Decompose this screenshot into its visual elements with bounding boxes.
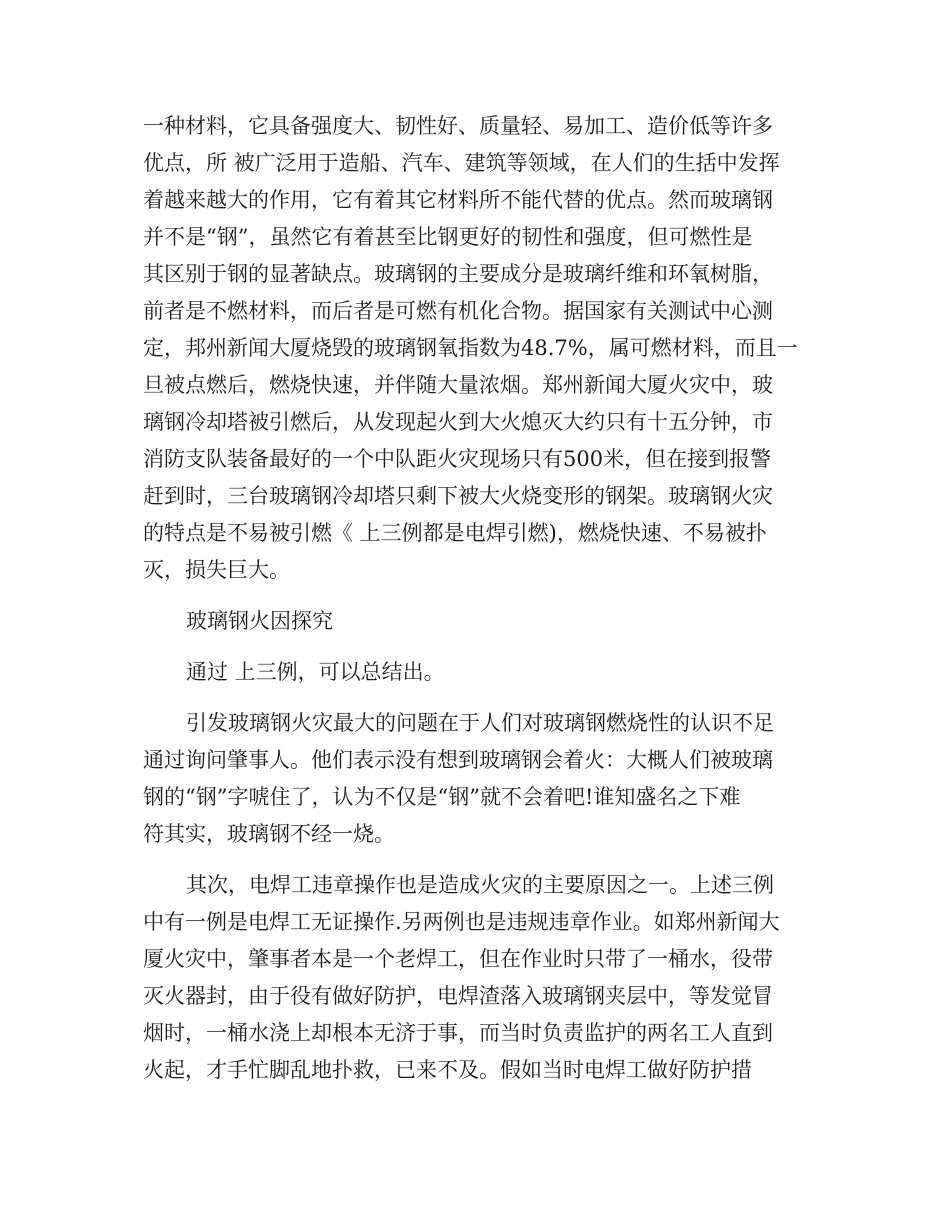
paragraph-awareness <box>143 705 808 853</box>
text-line: 定，邦州新闻大厦烧毁的玻璃钢氧指数为48.7%，属可燃材料，而且一 <box>143 336 798 360</box>
section-heading: 玻璃钢火因探究 <box>186 609 333 633</box>
document-page <box>143 108 808 1208</box>
paragraph-gap <box>143 691 808 705</box>
text-line: 一种材料，它具备强度大、韧性好、质量轻、易加工、造价低等许多 <box>143 114 773 138</box>
text-line: 着越来越大的作用，它有着其它材料所不能代替的优点。然而玻璃钢 <box>143 188 773 212</box>
text-line: 钢的“钢”字唬住了，认为不仅是“钢”就不会着吧!谁知盛名之下难 <box>143 785 741 809</box>
text-line: 灭，损失巨大。 <box>143 558 290 582</box>
text-line: 其次，电焊工违章操作也是造成火灾的主要原因之一。上述三例 <box>186 873 774 897</box>
text-line: 其区别于钢的显著缺点。玻璃钢的主要成分是玻璃纤维和环氧树脂， <box>143 262 773 286</box>
text-line: 灭火器封，由于役有做好防护，电焊渣落入玻璃钢夹层中，等发觉冒 <box>143 984 773 1008</box>
text-line: 中有一例是电焊工无证操作.另两例也是违规违章作业。如郑州新闻大 <box>143 910 780 934</box>
text-line: 赶到时，三台玻璃钢冷却塔只剩下被大火烧变形的钢架。玻璃钢火灾 <box>143 484 773 508</box>
text-line: 通过询问肇事人。他们表示没有想到玻璃钢会着火：大概人们被玻璃 <box>143 748 773 772</box>
text-line: 火起，才手忙脚乱地扑救，已来不及。假如当时电焊工做好防护措 <box>143 1058 752 1082</box>
text-line: 消防支队装备最好的一个中队距火灾现场只有500米，但在接到报警 <box>143 447 772 471</box>
text-line: 厦火灾中，肇事者本是一个老焊工，但在作业时只带了一桶水，役带 <box>143 947 773 971</box>
text-line: 的特点是不易被引燃《 上三例都是电焊引燃)，燃烧快速、不易被扑 <box>143 521 767 545</box>
text-line: 旦被点燃后，燃烧快速，并伴随大量浓烟。郑州新闻大厦火灾中，玻 <box>143 373 773 397</box>
text-line: 前者是不燃材料，而后者是可燃有机化合物。据国家有关测试中心测 <box>143 299 773 323</box>
text-line: 璃钢冷却塔被引燃后，从发现起火到大火熄灭大约只有十五分钟，市 <box>143 410 773 434</box>
text-line: 符其实，玻璃钢不经一烧。 <box>143 822 395 846</box>
text-line: 并不是“钢”，虽然它有着甚至比钢更好的韧性和强度，但可燃性是 <box>143 225 753 249</box>
text-line: 优点，所 被广泛用于造船、汽车、建筑等领域，在人们的生括中发挥 <box>143 151 780 175</box>
paragraph-gap <box>143 853 808 867</box>
paragraph-welding <box>143 867 808 1089</box>
paragraph-fire-characteristics <box>143 108 808 589</box>
text-line: 烟时，一桶水浇上却根本无济于事，而当时负责监护的两名工人直到 <box>143 1021 773 1045</box>
paragraph-gap <box>143 640 808 654</box>
text-line: 引发玻璃钢火灾最大的问题在于人们对玻璃钢燃烧性的认识不足 <box>186 711 774 735</box>
paragraph-summary: 通过 上三例，可以总结出。 <box>186 660 445 684</box>
paragraph-gap <box>143 589 808 603</box>
